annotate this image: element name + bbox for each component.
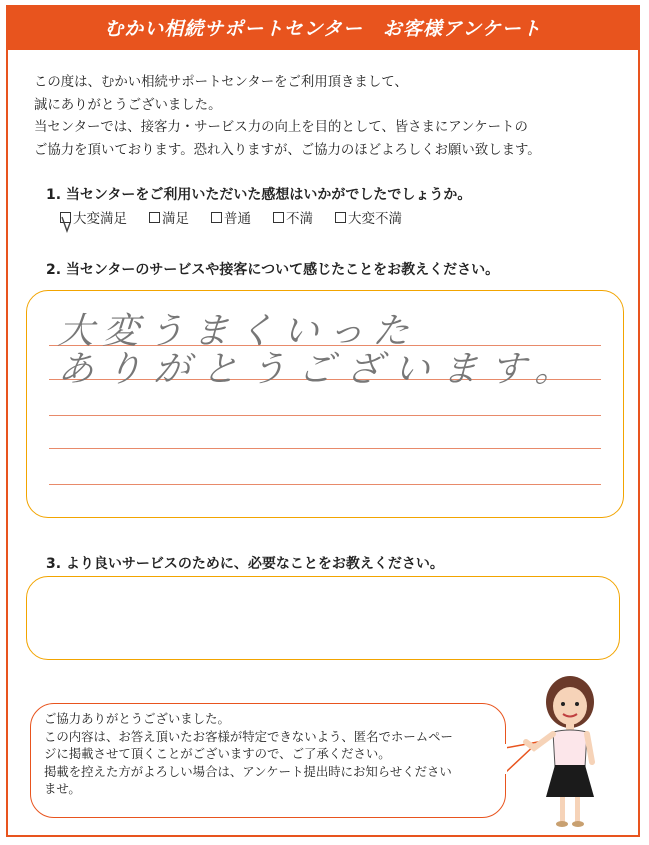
question-3-label: 3. より良いサービスのために、必要なことをお教えください。 (46, 556, 444, 572)
writing-line (49, 448, 601, 449)
closing-line: ご協力ありがとうございました。 (44, 711, 230, 726)
closing-line: ませ。 (44, 781, 81, 797)
closing-line: ジに掲載させて頂くことがございますので、ご了承ください。 (44, 746, 391, 762)
closing-speech-bubble (30, 703, 506, 818)
closing-text (44, 710, 453, 798)
option-label: 普通 (224, 211, 251, 227)
option-label: 不満 (286, 211, 313, 227)
writing-line (49, 484, 601, 485)
checkbox[interactable] (335, 212, 346, 223)
writing-line (49, 415, 601, 416)
intro-line: ご協力を頂いております。恐れ入りますが、ご協力のほどよろしくお願い致します。 (34, 142, 541, 158)
answer-2-box[interactable] (26, 290, 624, 518)
option-label: 大変満足 (73, 211, 127, 227)
intro-text (34, 72, 614, 162)
intro-line: 当センターでは、接客力・サービス力の向上を目的として、皆さまにアンケートの (34, 120, 528, 135)
intro-line: この度は、むかい相続サポートセンターをご利用頂きまして、 (34, 75, 408, 90)
checkbox[interactable] (211, 212, 222, 223)
closing-line: 掲載を控えた方がよろしい場合は、アンケート提出時にお知らせください (44, 763, 452, 779)
option-dissatisfied[interactable] (273, 207, 313, 227)
satisfaction-options (60, 207, 424, 227)
option-very-dissatisfied[interactable] (335, 207, 402, 227)
form-header (6, 5, 640, 50)
option-satisfied[interactable] (149, 207, 189, 227)
option-label: 満足 (162, 211, 189, 227)
form-title: むかい相続サポートセンター お客様アンケート (104, 18, 542, 40)
checkbox[interactable] (149, 212, 160, 223)
handwritten-answer-line: 大変うまくいった (56, 311, 420, 352)
answer-3-box[interactable] (26, 576, 620, 660)
check-mark-icon (61, 213, 77, 233)
checkbox[interactable] (273, 212, 284, 223)
intro-line: 誠にありがとうございました。 (34, 97, 222, 113)
handwritten-answer-line: ありがとうございます。 (56, 349, 585, 390)
option-neutral[interactable] (211, 207, 251, 227)
option-label: 大変不満 (348, 211, 402, 227)
question-2-label: 2. 当センターのサービスや接客について感じたことをお教えください。 (46, 262, 500, 278)
question-1-label: 1. 当センターをご利用いただいた感想はいかがでしたでしょうか。 (46, 187, 472, 203)
staff-woman-illustration (520, 672, 620, 832)
closing-line: この内容は、お答え頂いたお客様が特定できないよう、匿名でホームペー (44, 728, 453, 744)
